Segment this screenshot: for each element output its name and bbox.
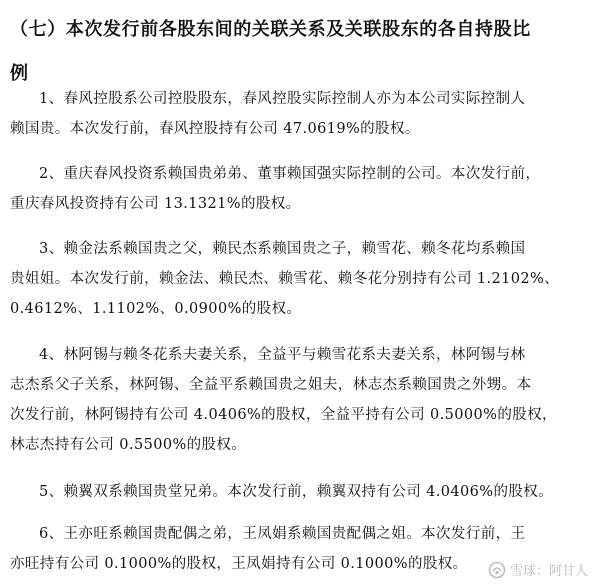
paragraph-line: 志杰系父子关系，林阿锡、全益平系赖国贵之姐夫，林志杰系赖国贵之外甥。本 — [10, 377, 532, 393]
paragraph-line: 0.4612%、1.1102%、0.0900%的股权。 — [10, 301, 302, 317]
paragraph-3 — [10, 234, 586, 324]
paragraph-5 — [10, 477, 586, 507]
paragraph-line: 4、林阿锡与赖冬花系夫妻关系，全益平与赖雪花系夫妻关系，林阿锡与林 — [39, 347, 526, 363]
paragraph-2 — [10, 159, 586, 219]
section-heading — [10, 8, 592, 96]
paragraph-line: 贵姐姐。本次发行前，赖金法、赖民杰、赖雪花、赖冬花分别持有公司 1.2102%、 — [10, 271, 560, 287]
paragraph-line: 次发行前，林阿锡持有公司 4.0406%的股权，全益平持有公司 0.5000%的股权， — [10, 407, 557, 423]
paragraph-4 — [10, 340, 586, 460]
paragraph-line: 3、赖金法系赖国贵之父，赖民杰系赖国贵之子，赖雪花、赖冬花均系赖国 — [39, 241, 526, 257]
heading-line-2: 例 — [10, 63, 29, 84]
paragraph-line: 赖国贵。本次发行前，春风控股持有公司 47.0619%的股权。 — [10, 121, 420, 137]
paragraph-line: 2、重庆春风投资系赖国贵弟弟、董事赖国强实际控制的公司。本次发行前， — [39, 166, 541, 182]
snowball-icon — [488, 561, 506, 579]
watermark-text: 雪球：阿甘人 — [509, 564, 588, 579]
watermark — [488, 560, 588, 579]
paragraph-line: 1、春风控股系公司控股股东，春风控股实际控制人亦为本公司实际控制人 — [39, 91, 526, 107]
paragraph-1 — [10, 84, 586, 144]
paragraph-line: 6、王亦旺系赖国贵配偶之弟，王凤娟系赖国贵配偶之姐。本次发行前，王 — [39, 526, 526, 542]
heading-line-1: （七）本次发行前各股东间的关联关系及关联股东的各自持股比 — [10, 19, 531, 40]
paragraph-line: 5、赖翼双系赖国贵堂兄弟。本次发行前，赖翼双持有公司 4.0406%的股权。 — [39, 484, 554, 500]
paragraph-line: 亦旺持有公司 0.1000%的股权，王凤娟持有公司 0.1000%的股权。 — [10, 556, 468, 572]
paragraph-line: 林志杰持有公司 0.5500%的股权。 — [10, 437, 247, 453]
paragraph-line: 重庆春风投资持有公司 13.1321%的股权。 — [10, 196, 301, 212]
